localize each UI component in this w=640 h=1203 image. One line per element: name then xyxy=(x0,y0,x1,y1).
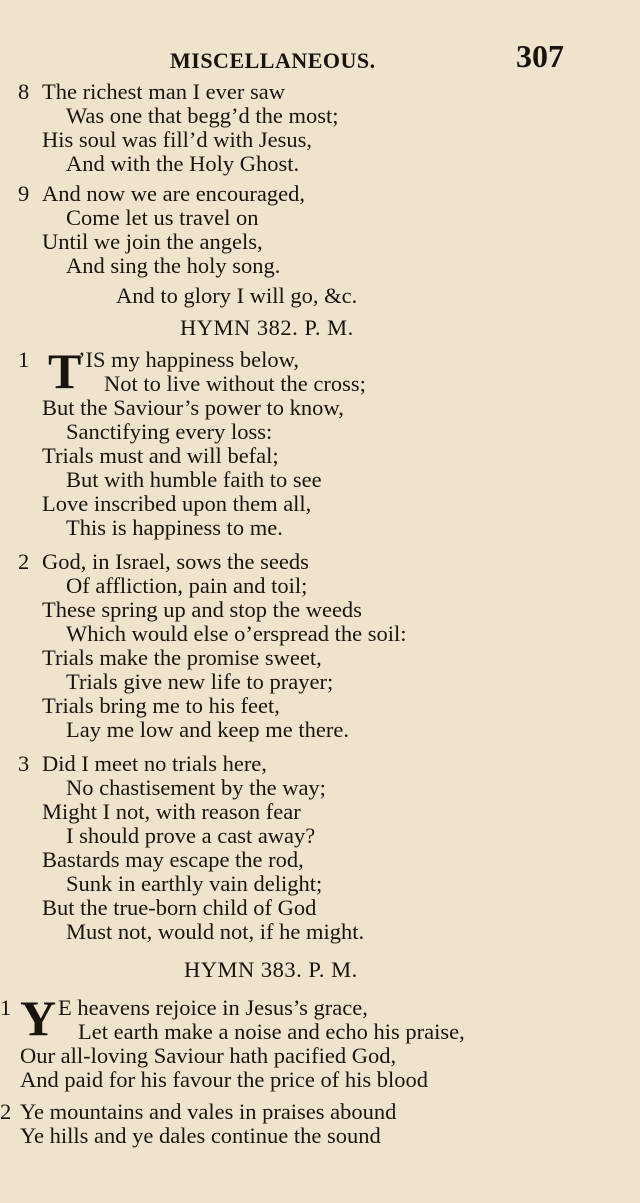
stanza-number: 1 xyxy=(0,995,12,1020)
verse-line: Our all-loving Saviour hath pacified God, xyxy=(20,1043,397,1068)
stanza-number: 1 xyxy=(18,347,30,372)
verse-line: And sing the holy song. xyxy=(66,253,281,278)
hymn-heading: HYMN 382. P. M. xyxy=(180,315,354,340)
verse-line: God, in Israel, sows the seeds xyxy=(42,549,309,574)
verse-line: ’IS my happiness below, xyxy=(78,347,300,372)
verse-line: Might I not, with reason fear xyxy=(42,799,301,824)
verse-line: No chastisement by the way; xyxy=(66,775,326,800)
verse-line: And paid for his favour the price of his blood xyxy=(20,1067,429,1092)
verse-line: And with the Holy Ghost. xyxy=(66,151,300,176)
verse-line: But the Saviour’s power to know, xyxy=(42,395,344,420)
verse-line: I should prove a cast away? xyxy=(66,823,316,848)
verse-line: This is happiness to me. xyxy=(66,515,283,540)
verse-line: These spring up and stop the weeds xyxy=(42,597,362,622)
verse-line: Trials must and will befal; xyxy=(42,443,279,468)
running-head: MISCELLANEOUS. xyxy=(170,48,376,73)
verse-line: And now we are encouraged, xyxy=(42,181,306,206)
verse-line: Sunk in earthly vain delight; xyxy=(66,871,323,896)
stanza-number: 8 xyxy=(18,79,30,104)
stanza-number: 2 xyxy=(18,549,30,574)
verse-line: Ye hills and ye dales continue the sound xyxy=(20,1123,381,1148)
verse-line: Did I meet no trials here, xyxy=(42,751,267,776)
stanza-number: 3 xyxy=(18,751,30,776)
verse-line: Come let us travel on xyxy=(66,205,259,230)
verse-line: Until we join the angels, xyxy=(42,229,263,254)
verse-line: Must not, would not, if he might. xyxy=(66,919,365,944)
stanza-number: 9 xyxy=(18,181,30,206)
verse-line: Trials bring me to his feet, xyxy=(42,693,280,718)
verse-line: Bastards may escape the rod, xyxy=(42,847,304,872)
verse-line: The richest man I ever saw xyxy=(42,79,286,104)
verse-line: Which would else o’erspread the soil: xyxy=(66,621,407,646)
page-header xyxy=(0,38,640,78)
hymn-heading: HYMN 383. P. M. xyxy=(184,957,358,982)
verse-line: Let earth make a noise and echo his praise, xyxy=(78,1019,465,1044)
verse-line: Was one that begg’d the most; xyxy=(66,103,339,128)
verse-line: Love inscribed upon them all, xyxy=(42,491,312,516)
verse-line: Of affliction, pain and toil; xyxy=(66,573,308,598)
verse-line: His soul was fill’d with Jesus, xyxy=(42,127,312,152)
verse-line: But the true-born child of God xyxy=(42,895,317,920)
verse-line: Sanctifying every loss: xyxy=(66,419,273,444)
verse-line: But with humble faith to see xyxy=(66,467,322,492)
verse-line: Not to live without the cross; xyxy=(104,371,366,396)
drop-cap: Y xyxy=(20,990,57,1046)
refrain-line: And to glory I will go, &c. xyxy=(116,283,358,308)
verse-line: Lay me low and keep me there. xyxy=(66,717,350,742)
verse-line: Trials make the promise sweet, xyxy=(42,645,322,670)
verse-line: Trials give new life to prayer; xyxy=(66,669,334,694)
stanza-number: 2 xyxy=(0,1099,12,1124)
page-number: 307 xyxy=(516,38,564,74)
verse-line: Ye mountains and vales in praises abound xyxy=(20,1099,397,1124)
drop-cap: T xyxy=(48,343,82,399)
verse-line: E heavens rejoice in Jesus’s grace, xyxy=(58,995,368,1020)
